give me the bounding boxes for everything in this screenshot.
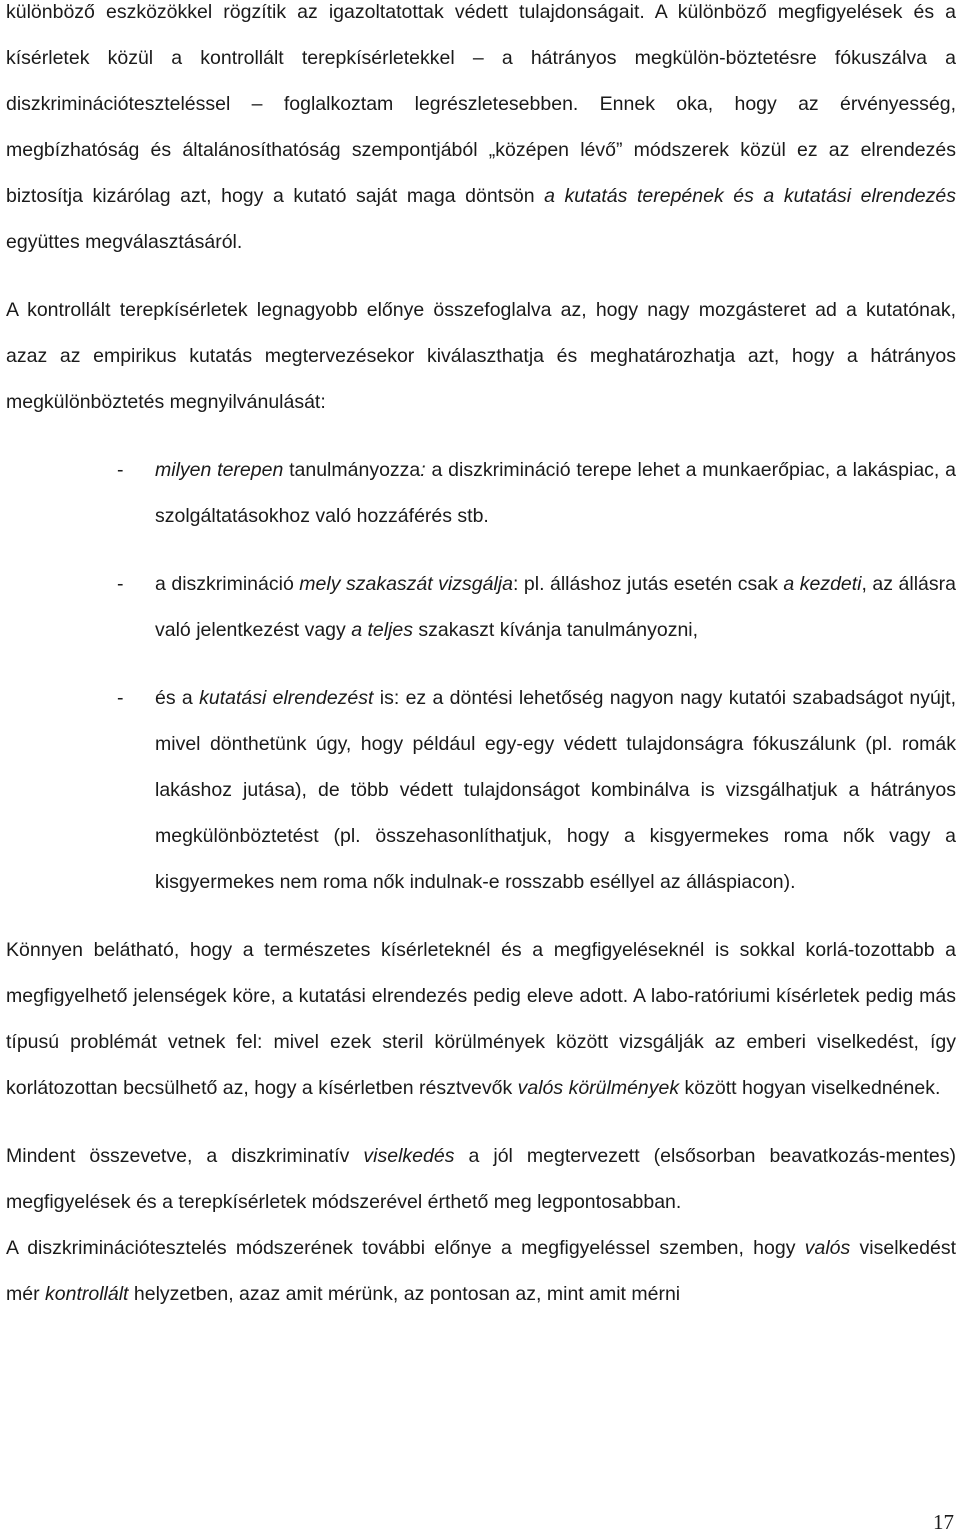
list-item-italic: : (420, 459, 426, 481)
paragraph-4-text-end: a jól megtervezett (elsősorban beavatkozás-mentes) megfigyelések és a terepkísérletek módszerével érthető meg legpontosabban. (6, 1145, 956, 1213)
list-dash: - (117, 573, 124, 595)
paragraph-3-text-end: között hogyan viselkednének. (679, 1077, 941, 1099)
list-dash: - (117, 687, 124, 709)
paragraph-3 (6, 927, 956, 1111)
list-item (6, 561, 956, 653)
list-dash: - (117, 459, 124, 481)
list-item-text: szakaszt kívánja tanulmányozni, (413, 619, 699, 641)
list-item-text: és a (155, 687, 200, 709)
paragraph-5-italic: kontrollált (45, 1283, 129, 1305)
list-item-text: is: ez a döntési lehetőség nagyon nagy kutatói szabadságot nyújt, mivel dönthetünk úgy, hogy például egy-egy védett tulajdonságra fókuszálunk (pl. romák lakáshoz jutása), de több védett tulajdonságot kombinálva is vizsgálhatjuk a hátrányos megkülönböztetést (pl. összehasonlíthatjuk, hogy a kisgyermekes roma nők vagy a kisgyermekes nem roma nők indulnak-e rosszabb eséllyel az álláspiacon). (155, 687, 956, 893)
paragraph-1-italic: a kutatás terepének és a kutatási elrendezés (544, 185, 956, 207)
paragraph-2: A kontrollált terepkísérletek legnagyobb előnye összefoglalva az, hogy nagy mozgásteret ad a kutatónak, azaz az empirikus kutatás megtervezésekor kiválaszthatja és meghatározhatja azt, hogy a hátrányos megkülönböztetés megnyilvánulását: (6, 299, 956, 413)
paragraph-1-text-end: együttes megválasztásáról. (6, 231, 243, 253)
list-item-text: a diszkrimináció terepe lehet a munkaerőpiac, a lakáspiac, a szolgáltatásokhoz való hozzáférés stb. (155, 459, 956, 527)
list-item-italic: mely szakaszát vizsgálja (299, 573, 513, 595)
paragraph-3-text: Könnyen belátható, hogy a természetes kísérleteknél és a megfigyeléseknél is sokkal korlá-tozottabb a megfigyelhető jelenségek köre, a kutatási elrendezés pedig eleve adott. A labo-ratóriumi kísérletek pedig más típusú problémát vetnek fel: mivel ezek steril körülmények között vizsgálják az emberi viselkedést, így korlátozottan becsülhető az, hogy a kísérletben résztvevők (6, 939, 956, 1099)
list-item-text: tanulmányozza (283, 459, 421, 481)
bullet-list (6, 447, 956, 905)
list-item (6, 447, 956, 539)
paragraph-5-text-end: helyzetben, azaz amit mérünk, az pontosan az, mint amit mérni (128, 1283, 681, 1305)
paragraph-1 (6, 0, 956, 265)
list-item-italic: a teljes (351, 619, 413, 641)
paragraph-4 (6, 1133, 956, 1225)
list-item-italic: kutatási elrendezést (199, 687, 374, 709)
list-item-text: a diszkrimináció (155, 573, 300, 595)
paragraph-1-container (6, 0, 956, 1317)
list-item-text: : pl. álláshoz jutás esetén csak (512, 573, 784, 595)
paragraph-4-text: Mindent összevetve, a diszkriminatív (6, 1145, 364, 1167)
paragraph-3-italic: valós körülmények (517, 1077, 680, 1099)
page-number: 17 (933, 1510, 954, 1534)
paragraph-4-italic: viselkedés (363, 1145, 455, 1167)
paragraph-1-text: különböző eszközökkel rögzítik az igazoltatottak védett tulajdonságait. A különböző megfigyelések és a kísérletek közül a kontrollált terepkísérletekkel – a hátrányos megkülön-böztetésre fókuszálva a diszkriminációteszteléssel – foglalkoztam legrészletesebben. Ennek oka, hogy az érvényesség, megbízhatóság és általánosíthatóság szempontjából „középen lévő” módszerek közül ez az elrendezés biztosítja kizárólag azt, hogy a kutató saját maga döntsön (6, 1, 956, 207)
list-item-text: , az állásra való jelentkezést vagy (155, 573, 956, 641)
list-item (6, 675, 956, 905)
paragraph-5 (6, 1225, 956, 1317)
list-item-italic: milyen terepen (155, 459, 284, 481)
list-item-italic: a kezdeti (783, 573, 862, 595)
paragraph-5-italic: valós (804, 1237, 851, 1259)
paragraph-5-text: viselkedést mér (6, 1237, 956, 1305)
paragraph-5-text: A diszkriminációtesztelés módszerének további előnye a megfigyeléssel szemben, hogy (6, 1237, 805, 1259)
